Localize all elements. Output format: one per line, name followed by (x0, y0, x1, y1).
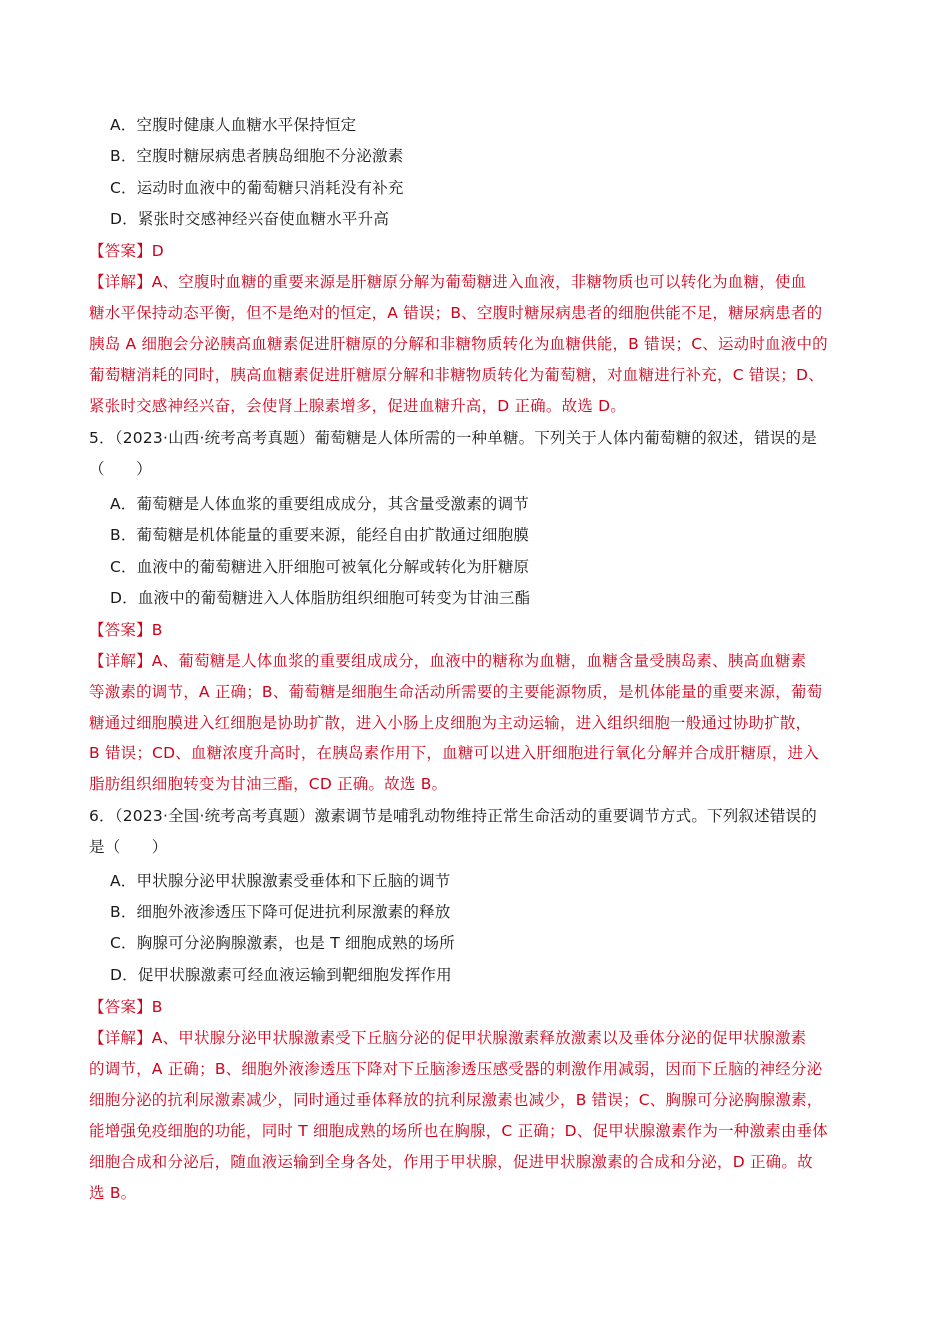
detail-line: 【详解】A、甲状腺分泌甲状腺激素受下丘脑分泌的促甲状腺激素释放激素以及垂体分泌的促甲状腺激素 (89, 1029, 807, 1047)
question-stem: 是（ ） (89, 838, 168, 856)
option-a: A．空腹时健康人血糖水平保持恒定 (110, 116, 357, 134)
option-d: D．血液中的葡萄糖进入人体脂肪组织细胞可转变为甘油三酯 (110, 589, 531, 607)
option-d: D．促甲状腺激素可经血液运输到靶细胞发挥作用 (110, 966, 452, 984)
detail-line: 【详解】A、葡萄糖是人体血浆的重要组成成分，血液中的糖称为血糖，血糖含量受胰岛素、胰高血糖素 (89, 652, 807, 670)
option-b: B．葡萄糖是机体能量的重要来源，能经自由扩散通过细胞膜 (110, 526, 530, 544)
detail-line: B 错误；CD、血糖浓度升高时，在胰岛素作用下，血糖可以进入肝细胞进行氧化分解并合成肝糖原，进入 (89, 744, 819, 762)
detail-line: 的调节，A 正确；B、细胞外液渗透压下降对下丘脑渗透压感受器的刺激作用减弱，因而下丘脑的神经分泌 (89, 1060, 823, 1078)
question-stem: 5．（2023·山西·统考高考真题）葡萄糖是人体所需的一种单糖。下列关于人体内葡萄糖的叙述，错误的是 (89, 429, 817, 447)
option-a: A．甲状腺分泌甲状腺激素受垂体和下丘脑的调节 (110, 872, 451, 890)
question-stem: 6．（2023·全国·统考高考真题）激素调节是哺乳动物维持正常生命活动的重要调节方式。下列叙述错误的 (89, 807, 817, 825)
answer: 【答案】D (89, 242, 164, 260)
option-b: B．空腹时糖尿病患者胰岛细胞不分泌激素 (110, 147, 404, 165)
option-a: A．葡萄糖是人体血浆的重要组成成分，其含量受激素的调节 (110, 495, 530, 513)
detail-line: 【详解】A、空腹时血糖的重要来源是肝糖原分解为葡萄糖进入血液，非糖物质也可以转化为血糖，使血 (89, 273, 807, 291)
detail-line: 脂肪组织细胞转变为甘油三酯，CD 正确。故选 B。 (89, 775, 448, 793)
option-d: D．紧张时交感神经兴奋使血糖水平升高 (110, 210, 390, 228)
detail-line: 细胞分泌的抗利尿激素减少，同时通过垂体释放的抗利尿激素也减少，B 错误；C、胸腺可分泌胸腺激素， (89, 1091, 823, 1109)
detail-line: 细胞合成和分泌后，随血液运输到全身各处，作用于甲状腺，促进甲状腺激素的合成和分泌，D 正确。故 (89, 1153, 813, 1171)
detail-line: 糖水平保持动态平衡，但不是绝对的恒定，A 错误；B、空腹时糖尿病患者的细胞供能不足，糖尿病患者的 (89, 304, 823, 322)
detail-line: 糖通过细胞膜进入红细胞是协助扩散，进入小肠上皮细胞为主动运输，进入组织细胞一般通过协助扩散， (89, 714, 812, 732)
option-c: C．胸腺可分泌胸腺激素，也是 T 细胞成熟的场所 (110, 934, 455, 952)
answer: 【答案】B (89, 621, 163, 639)
detail-line: 葡萄糖消耗的同时，胰高血糖素促进肝糖原分解和非糖物质转化为葡萄糖，对血糖进行补充，C 错误；D、 (89, 366, 824, 384)
detail-line: 能增强免疫细胞的功能，同时 T 细胞成熟的场所也在胸腺，C 正确；D、促甲状腺激素作为一种激素由垂体 (89, 1122, 829, 1140)
option-c: C．血液中的葡萄糖进入肝细胞可被氧化分解或转化为肝糖原 (110, 558, 530, 576)
option-c: C．运动时血液中的葡萄糖只消耗没有补充 (110, 179, 404, 197)
question-stem: （ ） (89, 460, 152, 478)
detail-line: 选 B。 (89, 1184, 137, 1202)
answer: 【答案】B (89, 998, 163, 1016)
detail-line: 紧张时交感神经兴奋，会使肾上腺素增多，促进血糖升高，D 正确。故选 D。 (89, 397, 626, 415)
detail-line: 胰岛 A 细胞会分泌胰高血糖素促进肝糖原的分解和非糖物质转化为血糖供能，B 错误；C、运动时血液中的 (89, 335, 828, 353)
detail-line: 等激素的调节，A 正确；B、葡萄糖是细胞生命活动所需要的主要能源物质，是机体能量的重要来源，葡萄 (89, 683, 823, 701)
option-b: B．细胞外液渗透压下降可促进抗利尿激素的释放 (110, 903, 451, 921)
